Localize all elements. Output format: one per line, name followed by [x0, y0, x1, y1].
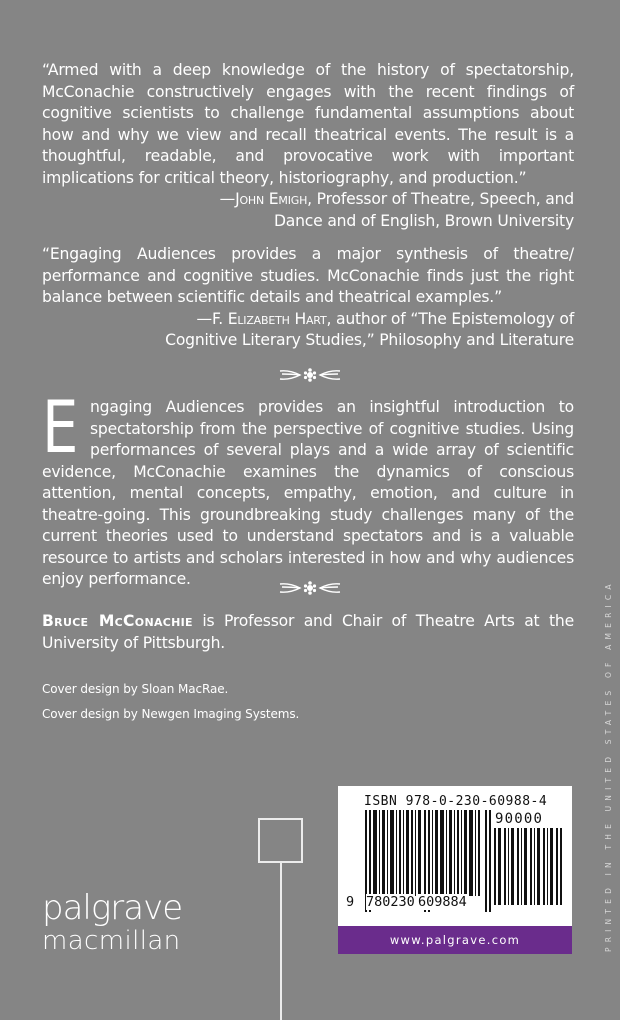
logo-square-icon — [258, 818, 303, 863]
quote-attribution-line2: Cognitive Literary Studies,” Philosophy and Literature — [165, 331, 574, 349]
drop-cap: E — [42, 385, 79, 469]
logo-line-decoration — [280, 862, 282, 1020]
attribution-name: —F. Elizabeth Hart — [196, 309, 327, 328]
author-name: Bruce McConachie — [42, 612, 193, 630]
quote-text: “Armed with a deep knowledge of the history of spectatorship, McConachie constructively engages with the recent findings of cognitive scientists to challenge fundamental assumptions about how and why we view and recall theatrical events. The result is a thoughtful, readable, and provocative work with important implications for critical theory, historiography, and production.” — [42, 61, 574, 187]
attribution-title: , author of “The Epistemology of — [326, 309, 574, 328]
praise-quote-2 — [42, 244, 574, 352]
printed-notice: PRINTED IN THE UNITED STATES OF AMERICA — [604, 579, 613, 952]
description-text: ngaging Audiences provides an insightful introduction to spectatorship from the perspective of cognitive studies. Using performances of several plays and a wide array of scientific evidence, McConachie examines the dynamics of conscious attention, mental concepts, empathy, emotion, and culture in theatre-going. This groundbreaking study challenges many of the current theories used to understand spectators and is a valuable resource to artists and scholars interested in how and why audiences enjoy performance. — [42, 398, 574, 588]
praise-quote-1 — [42, 60, 574, 232]
price-code: 90000 — [495, 811, 544, 827]
price-barcode-icon — [494, 828, 562, 905]
barcode-panel: ISBN 978-0-230-60988-4 90000 9 780230 609884 www.palgrave.com — [338, 786, 572, 954]
ornament-divider-icon — [278, 366, 342, 384]
bio-text: is Professor and Chair of Theatre Arts at the University of Pittsburgh. — [42, 612, 574, 652]
attribution-title: , Professor of Theatre, Speech, and — [307, 190, 574, 208]
publisher-logo-line1: palgrave — [42, 888, 183, 928]
attribution-name: —John Emigh — [219, 190, 308, 208]
ornament-divider-icon — [278, 579, 342, 597]
book-description — [42, 385, 574, 591]
quote-attribution — [42, 309, 574, 331]
quote-attribution — [42, 189, 574, 211]
publisher-logo-line2: macmillan — [42, 926, 181, 956]
author-bio — [42, 611, 574, 654]
quote-attribution-line2: Dance and of English, Brown University — [273, 211, 574, 230]
cover-credit-2: Cover design by Newgen Imaging Systems. — [42, 707, 300, 721]
isbn-label: ISBN 978-0-230-60988-4 — [364, 794, 548, 809]
cover-credit-1: Cover design by Sloan MacRae. — [42, 682, 229, 696]
quote-text: “Engaging Audiences provides a major synthesis of theatre/ performance and cognitive studies. McConachie finds just the right balance between scientific details and theatrical examples.” — [42, 245, 574, 306]
publisher-url[interactable]: www.palgrave.com — [338, 926, 572, 954]
